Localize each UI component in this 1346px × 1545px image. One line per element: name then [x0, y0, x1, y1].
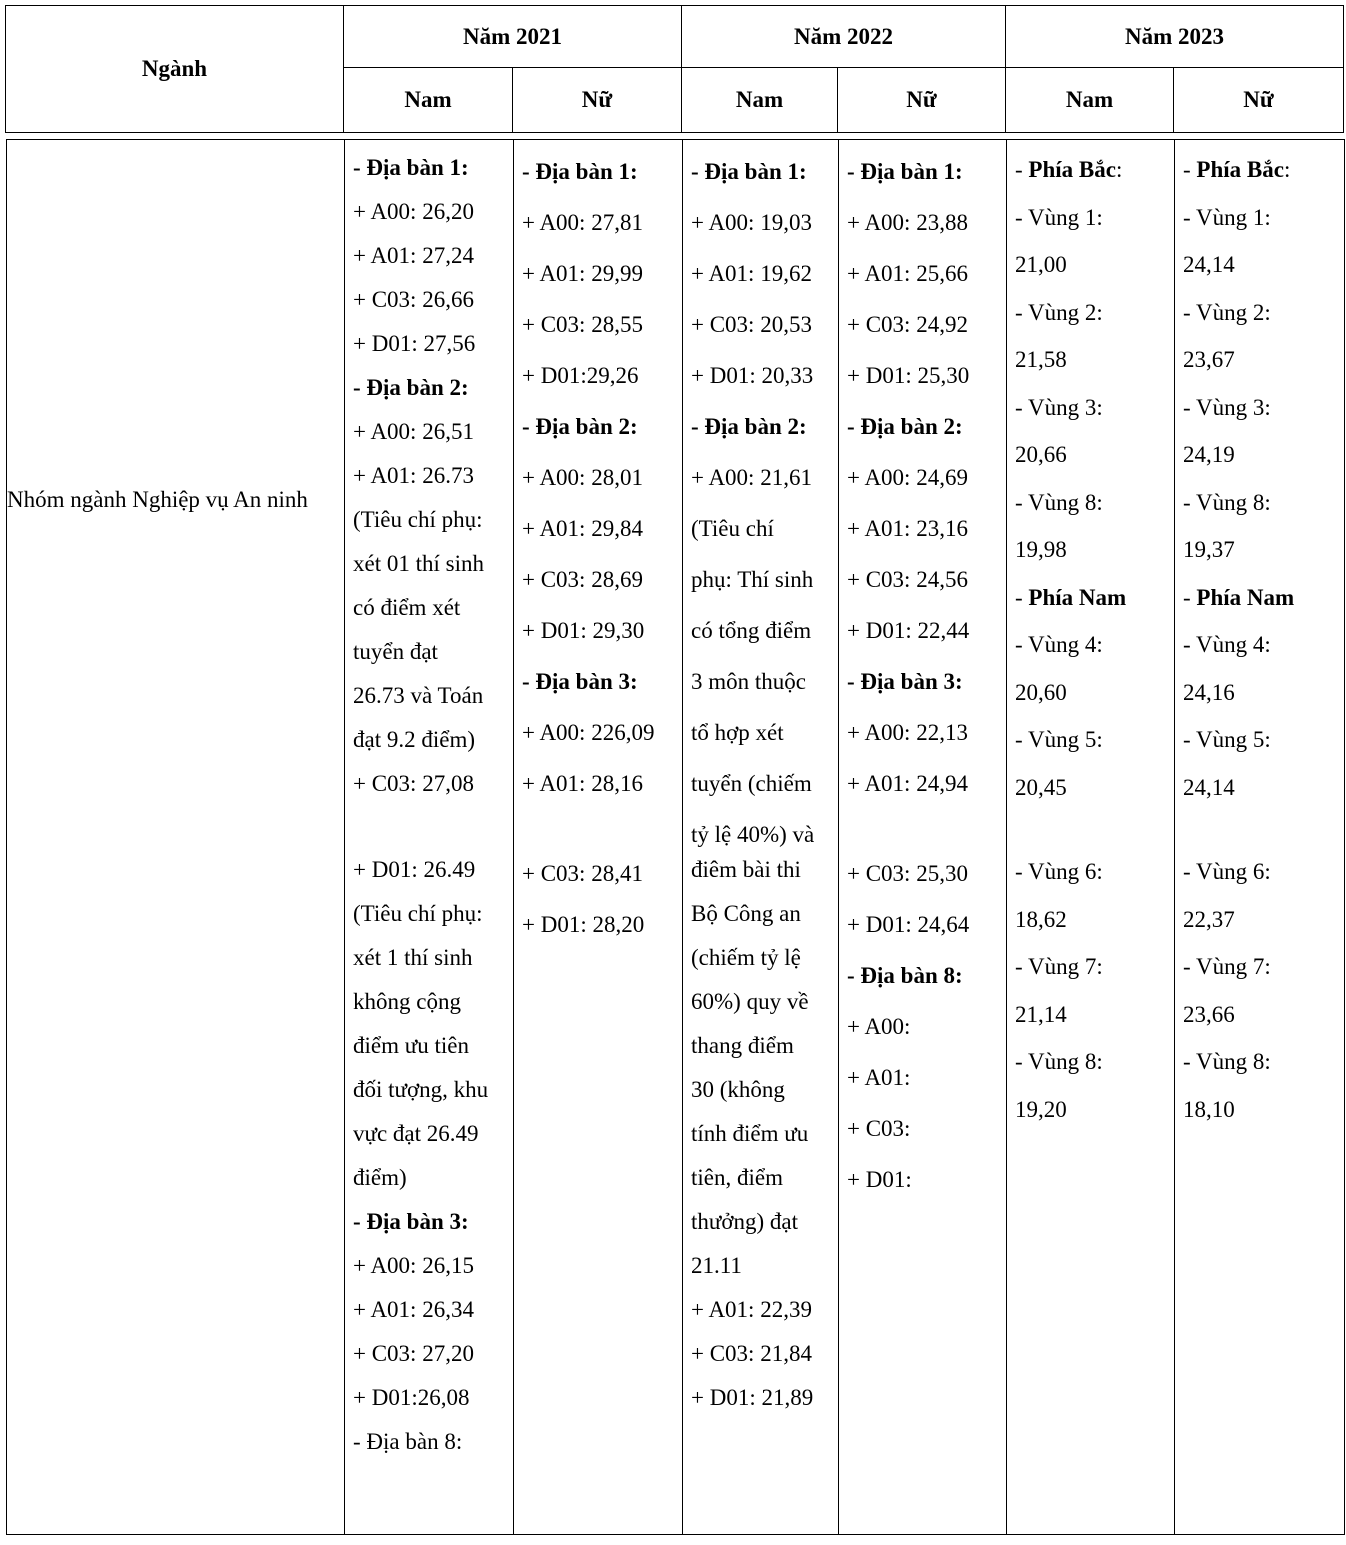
region-heading: Phía Bắc	[1028, 157, 1116, 182]
section-heading: - Địa bàn 2:	[691, 414, 807, 439]
score-line: 24,14	[1183, 252, 1235, 277]
section-heading: - Địa bàn 3:	[353, 1209, 469, 1234]
section-heading: - Địa bàn 1:	[522, 159, 638, 184]
header-year-2021: Năm 2021	[344, 6, 682, 68]
score-line: 23,67	[1183, 347, 1235, 372]
score-line: + D01:26,08	[353, 1385, 470, 1410]
score-line: - Vùng 8:	[1015, 489, 1103, 515]
header-year-2022: Năm 2022	[682, 6, 1006, 68]
score-line: thưởng) đạt	[691, 1209, 799, 1234]
score-line: + C03: 26,66	[353, 287, 474, 312]
cell-2022-nu-part1	[839, 140, 1006, 809]
cell-2023-nam-part1	[1007, 140, 1174, 811]
score-line: 20,66	[1015, 442, 1067, 467]
score-line: + A00: 26,51	[353, 419, 474, 444]
score-line: + D01: 24,64	[847, 912, 970, 937]
score-line: 60%) quy về	[691, 989, 809, 1014]
section-heading: - Địa bàn 2:	[847, 414, 963, 439]
score-line: - Vùng 4:	[1183, 632, 1271, 657]
score-line: 19,37	[1183, 537, 1235, 562]
score-line: + C03: 24,56	[847, 567, 968, 592]
bullet-dash: -	[1183, 584, 1197, 610]
score-line: + C03: 24,92	[847, 312, 968, 337]
header-2023-nam: Nam	[1006, 68, 1174, 133]
score-line: + C03: 27,08	[353, 771, 474, 796]
score-line: (chiếm tỷ lệ	[691, 945, 801, 970]
score-line: - Vùng 6:	[1183, 859, 1271, 884]
table-row	[7, 140, 1345, 861]
score-line: + A00:	[847, 1014, 911, 1039]
score-line: - Vùng 6:	[1015, 859, 1103, 884]
score-line: tuyển (chiếm	[691, 771, 812, 796]
section-heading: - Địa bàn 2:	[522, 414, 638, 439]
score-line: tính điểm ưu	[691, 1121, 809, 1146]
region-heading-colon: :	[1115, 157, 1123, 182]
score-line: 21,00	[1015, 252, 1067, 277]
score-line: + D01: 27,56	[353, 331, 476, 356]
score-line: + D01: 25,30	[847, 363, 970, 388]
score-line: (Tiêu chí phụ:	[353, 901, 483, 926]
score-line: 21,58	[1015, 347, 1067, 372]
score-line: + A01: 24,94	[847, 771, 968, 796]
score-line: 3 môn thuộc	[691, 669, 806, 694]
score-line: điểm ưu tiên	[353, 1033, 469, 1058]
major-cell	[7, 140, 345, 861]
score-line: - Vùng 2:	[1015, 299, 1103, 325]
score-line: + A00: 27,81	[522, 210, 643, 235]
region-heading: Phía Bắc	[1196, 157, 1284, 182]
score-line: 21,14	[1015, 1001, 1067, 1027]
header-2022-nam: Nam	[682, 68, 838, 133]
score-line: xét 01 thí sinh	[353, 551, 484, 576]
score-line: + A01: 29,99	[522, 261, 643, 286]
section-heading: - Địa bàn 1:	[691, 159, 807, 184]
score-line: - Vùng 8:	[1183, 1049, 1271, 1074]
section-heading: - Địa bàn 8:	[847, 963, 963, 988]
score-line: - Vùng 7:	[1183, 954, 1271, 979]
header-2021-nam: Nam	[344, 68, 513, 133]
region-heading: Phía Nam	[1028, 584, 1127, 610]
score-line: - Vùng 1:	[1015, 204, 1103, 230]
cell-2022-nam-part2	[683, 842, 838, 1420]
score-line: phụ: Thí sinh	[691, 567, 814, 592]
score-line: + A00: 226,09	[522, 720, 655, 745]
score-line: + A01: 26.73	[353, 463, 474, 488]
region-heading-line	[1015, 146, 1168, 194]
score-line: 18,10	[1183, 1096, 1235, 1122]
score-line: có điểm xét	[353, 595, 461, 620]
score-line: 20,60	[1015, 679, 1067, 705]
cell-2022-nu-part2	[839, 842, 1006, 1205]
score-line: - Vùng 5:	[1183, 727, 1271, 752]
score-line: + D01: 28,20	[522, 912, 645, 937]
section-heading: - Địa bàn 3:	[522, 669, 638, 694]
score-line: 19,20	[1015, 1096, 1067, 1122]
score-line: tỷ lệ 40%) và	[691, 822, 815, 847]
score-line: + A00: 22,13	[847, 720, 968, 745]
score-line: - Vùng 4:	[1015, 632, 1103, 657]
bullet-dash: -	[1015, 584, 1029, 610]
table-body-part-2	[6, 842, 1345, 1535]
score-line: + C03: 28,55	[522, 312, 643, 337]
bullet-dash: -	[1183, 157, 1197, 182]
score-line: tuyển đạt	[353, 639, 438, 664]
section-heading: - Địa bàn 1:	[353, 155, 469, 180]
cell-2023-nu-part1	[1175, 140, 1344, 811]
score-line: - Vùng 1:	[1183, 204, 1271, 230]
score-line: + A01: 22,39	[691, 1297, 812, 1322]
score-line: + D01: 29,30	[522, 618, 645, 643]
score-line: - Vùng 2:	[1183, 299, 1271, 325]
score-line: + C03: 25,30	[847, 861, 968, 886]
score-line: + D01:	[847, 1167, 912, 1192]
score-line: điểm)	[353, 1165, 407, 1190]
score-line: 18,62	[1015, 906, 1067, 932]
table-row	[7, 842, 1345, 1535]
score-line: vực đạt 26.49	[353, 1121, 479, 1146]
cell-2022-nam-part1	[683, 140, 838, 860]
cell-2021-nu-part2	[514, 842, 682, 950]
score-line: + C03: 21,84	[691, 1341, 812, 1366]
score-line: - Vùng 5:	[1015, 727, 1103, 752]
region-heading-line	[1183, 574, 1338, 622]
score-line: 24,14	[1183, 774, 1235, 800]
score-line: có tổng điểm	[691, 618, 812, 643]
score-line: - Vùng 3:	[1183, 394, 1271, 420]
score-line: 23,66	[1183, 1001, 1235, 1027]
section-heading: - Địa bàn 1:	[847, 159, 963, 184]
score-line: 26.73 và Toán	[353, 683, 484, 708]
score-line: xét 1 thí sinh	[353, 945, 473, 970]
score-line: + C03:	[847, 1116, 911, 1141]
score-line: + D01: 20,33	[691, 363, 814, 388]
score-line: + A00: 28,01	[522, 465, 643, 490]
score-line: + A00: 26,15	[353, 1253, 474, 1278]
table-header	[5, 5, 1344, 133]
score-line: đạt 9.2 điểm)	[353, 727, 475, 752]
major-name: Nhóm ngành Nghiệp vụ An ninh	[7, 487, 308, 512]
score-line: + D01: 26.49	[353, 857, 476, 882]
score-line: - Địa bàn 8:	[353, 1429, 463, 1454]
region-heading: Phía Nam	[1196, 584, 1295, 610]
score-line: + C03: 28,69	[522, 567, 643, 592]
score-line: (Tiêu chí phụ:	[353, 507, 483, 532]
score-line: tiên, điểm	[691, 1165, 783, 1190]
region-heading-line	[1183, 146, 1338, 194]
cell-2023-nu-part2	[1175, 842, 1344, 1133]
header-year-2023: Năm 2023	[1006, 6, 1344, 68]
cell-2021-nu-part1	[514, 140, 682, 809]
score-line: 24,16	[1183, 679, 1235, 705]
score-line: đối tượng, khu	[353, 1077, 489, 1102]
score-line: 19,98	[1015, 537, 1067, 562]
header-major: Ngành	[6, 6, 344, 133]
score-line: + A01: 23,16	[847, 516, 968, 541]
score-line: + D01: 22,44	[847, 618, 970, 643]
score-line: - Vùng 8:	[1183, 489, 1271, 515]
score-line: 24,19	[1183, 442, 1235, 467]
score-line: + A01: 29,84	[522, 516, 643, 541]
score-line: + D01:29,26	[522, 363, 639, 388]
score-line: 20,45	[1015, 774, 1067, 800]
score-line: + C03: 20,53	[691, 312, 812, 337]
score-line: - Vùng 3:	[1015, 394, 1103, 420]
score-line: 22,37	[1183, 906, 1235, 932]
cell-2021-nam-part1	[345, 140, 513, 806]
score-line: + A01: 25,66	[847, 261, 968, 286]
score-line: + A00: 26,20	[353, 199, 474, 224]
header-2022-nu: Nữ	[838, 68, 1006, 133]
cell-2021-nam-part2	[345, 842, 513, 1464]
score-line: tổ hợp xét	[691, 720, 784, 745]
score-line: + A00: 21,61	[691, 465, 812, 490]
section-heading: - Địa bàn 2:	[353, 375, 469, 400]
bullet-dash: -	[1015, 157, 1029, 182]
score-line: 30 (không	[691, 1077, 785, 1102]
region-heading-colon: :	[1283, 157, 1291, 182]
cell-2023-nam-part2	[1007, 842, 1174, 1133]
score-line: - Vùng 7:	[1015, 954, 1103, 979]
region-heading-line	[1015, 574, 1168, 622]
section-heading: - Địa bàn 3:	[847, 669, 963, 694]
score-line: + A01: 26,34	[353, 1297, 474, 1322]
score-line: (Tiêu chí	[691, 516, 774, 541]
major-cell-continued	[7, 842, 345, 1535]
header-2021-nu: Nữ	[513, 68, 682, 133]
score-line: không cộng	[353, 989, 461, 1014]
score-line: + A00: 23,88	[847, 210, 968, 235]
score-line: + A01: 27,24	[353, 243, 474, 268]
score-line: + D01: 21,89	[691, 1385, 814, 1410]
score-line: 21.11	[691, 1253, 742, 1278]
table-body-part-1	[6, 139, 1345, 860]
score-line: + A01: 19,62	[691, 261, 812, 286]
score-line: Bộ Công an	[691, 901, 801, 926]
score-line: + C03: 28,41	[522, 861, 643, 886]
score-line: - Vùng 8:	[1015, 1049, 1103, 1074]
score-line: + A01: 28,16	[522, 771, 643, 796]
header-2023-nu: Nữ	[1174, 68, 1344, 133]
score-line: + A01:	[847, 1065, 911, 1090]
score-line: thang điểm	[691, 1033, 794, 1058]
score-line: + A00: 24,69	[847, 465, 968, 490]
score-line: + A00: 19,03	[691, 210, 812, 235]
score-line: điêm bài thi	[691, 857, 801, 882]
score-line: + C03: 27,20	[353, 1341, 474, 1366]
